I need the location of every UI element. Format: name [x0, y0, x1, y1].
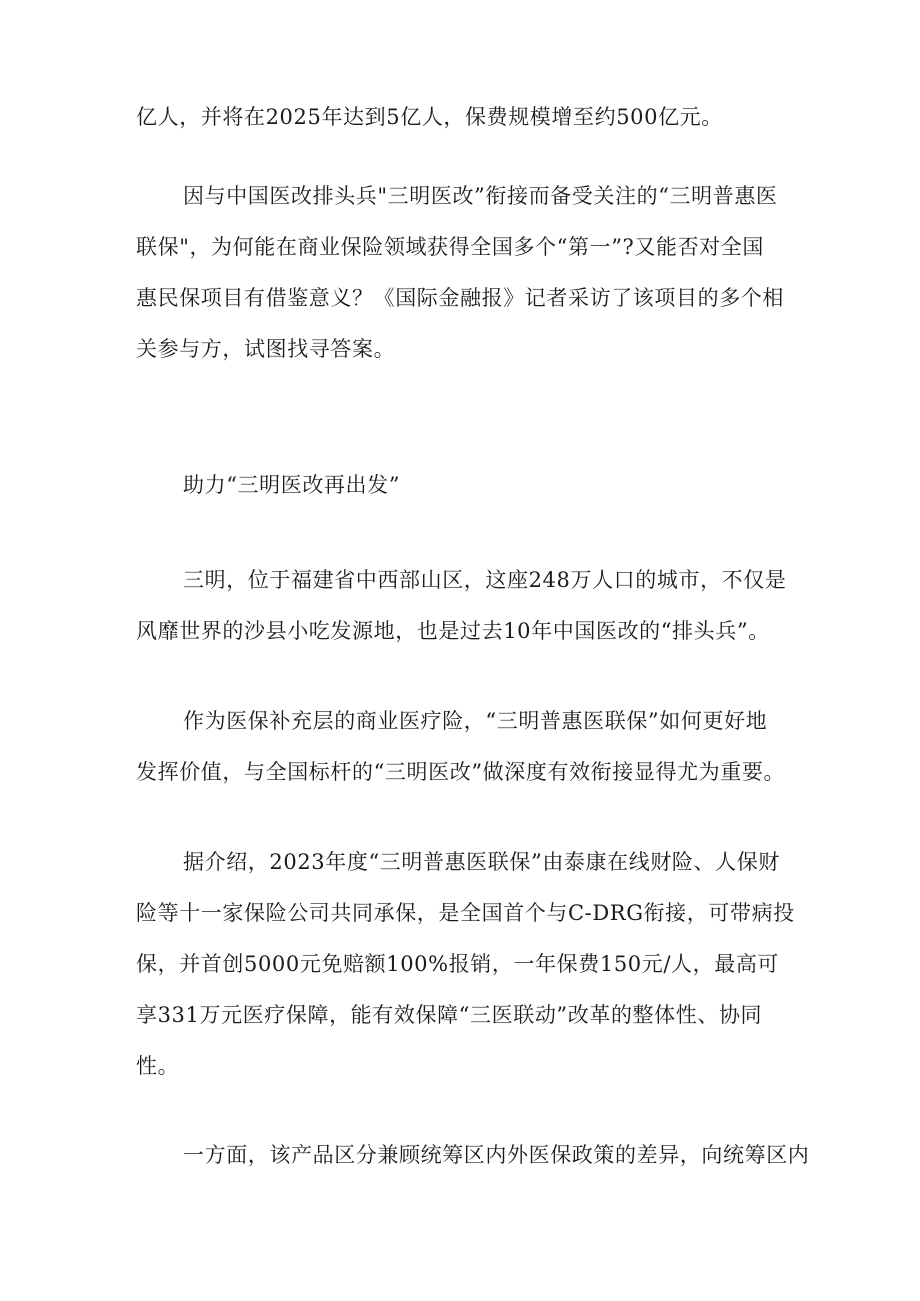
paragraph-4-line-4: 享331万元医疗保障，能有效保障“三医联动”改革的整体性、协同 [136, 1003, 763, 1027]
paragraph-1-line-1: 因与中国医改排头兵"三明医改”衔接而备受关注的“三明普惠医 [183, 184, 778, 208]
paragraph-4-line-5: 性。 [136, 1054, 180, 1078]
paragraph-5-line-1: 一方面，该产品区分兼顾统筹区内外医保政策的差异，向统筹区内 [183, 1143, 810, 1167]
paragraph-2-line-1: 三明，位于福建省中西部山区，这座248万人口的城市，不仅是 [183, 568, 787, 592]
paragraph-4-line-2: 险等十一家保险公司共同承保，是全国首个与C-DRG衔接，可带病投 [136, 901, 795, 925]
paragraph-1-line-2: 联保"，为何能在商业保险领域获得全国多个“第一”?又能否对全国 [136, 235, 764, 259]
paragraph-3-line-2: 发挥价值，与全国标杆的“三明医改”做深度有效衔接显得尤为重要。 [136, 760, 786, 784]
paragraph-1-line-4: 关参与方，试图找寻答案。 [136, 337, 396, 361]
paragraph-3-line-1: 作为医保补充层的商业医疗险，“三明普惠医联保”如何更好地 [183, 709, 768, 733]
paragraph-2-line-2: 风靡世界的沙县小吃发源地，也是过去10年中国医改的“排头兵”。 [136, 619, 770, 643]
paragraph-0-line-1: 亿人，并将在2025年达到5亿人，保费规模增至约500亿元。 [136, 105, 723, 129]
paragraph-4-line-1: 据介绍，2023年度“三明普惠医联保”由泰康在线财险、人保财 [183, 850, 780, 874]
paragraph-4-line-3: 保，并首创5000元免赔额100%报销，一年保费150元/人，最高可 [136, 952, 780, 976]
paragraph-1-line-3: 惠民保项目有借鉴意义？《国际金融报》记者采访了该项目的多个相 [136, 286, 784, 310]
section-heading: 助力“三明医改再出发” [183, 473, 401, 497]
